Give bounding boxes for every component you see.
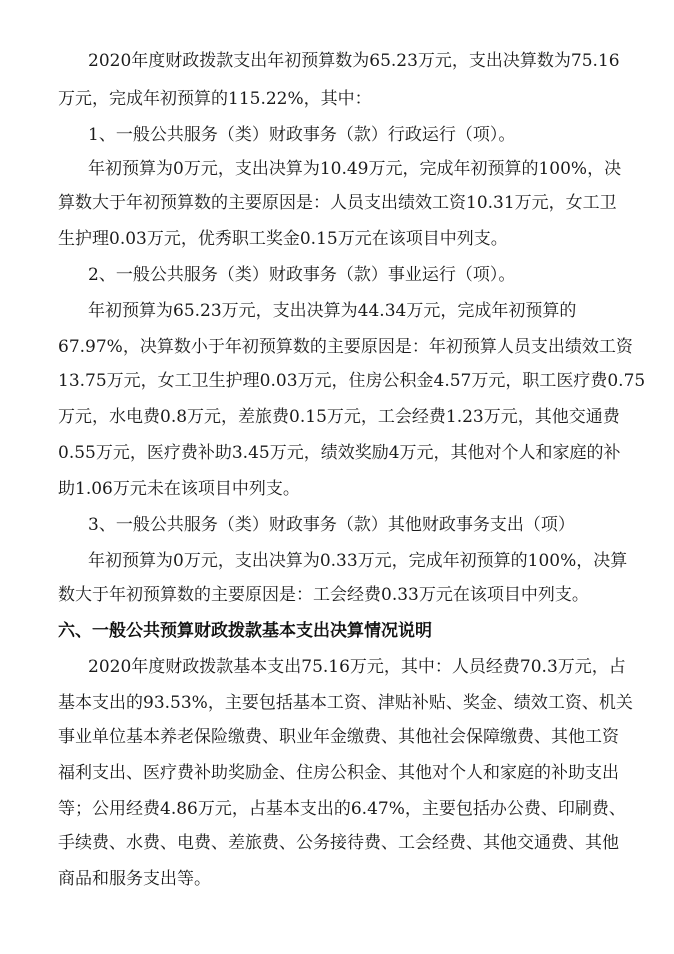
paragraph-line: 万元，完成年初预算的115.22%，其中： xyxy=(58,89,372,109)
paragraph-line: 0.55万元，医疗费补助3.45万元，绩效奖励4万元，其他对个人和家庭的补 xyxy=(58,443,621,463)
item-3-title: 3、一般公共服务（类）财政事务（款）其他财政事务支出（项） xyxy=(88,515,575,535)
paragraph-line: 算数大于年初预算数的主要原因是：人员支出绩效工资10.31万元，女工卫 xyxy=(58,193,617,213)
paragraph-line: 年初预算为65.23万元，支出决算为44.34万元，完成年初预算的 xyxy=(88,301,577,321)
paragraph-line: 13.75万元，女工卫生护理0.03万元，住房公积金4.57万元，职工医疗费0.75 xyxy=(58,371,646,391)
paragraph-line: 2020年度财政拨款基本支出75.16万元，其中：人员经费70.3万元，占 xyxy=(88,657,626,677)
paragraph-line: 商品和服务支出等。 xyxy=(58,869,211,889)
paragraph-line: 67.97%，决算数小于年初预算数的主要原因是：年初预算人员支出绩效工资 xyxy=(58,337,633,357)
paragraph-line: 2020年度财政拨款支出年初预算数为65.23万元，支出决算数为75.16 xyxy=(88,51,620,71)
paragraph-line: 助1.06万元未在该项目中列支。 xyxy=(58,479,300,499)
paragraph-line: 生护理0.03万元，优秀职工奖金0.15万元在该项目中列支。 xyxy=(58,229,508,249)
paragraph-line: 福利支出、医疗费补助奖励金、住房公积金、其他对个人和家庭的补助支出 xyxy=(58,763,619,783)
paragraph-line: 万元，水电费0.8万元，差旅费0.15万元，工会经费1.23万元，其他交通费 xyxy=(58,407,620,427)
paragraph-line: 基本支出的93.53%，主要包括基本工资、津贴补贴、奖金、绩效工资、机关 xyxy=(58,693,633,713)
paragraph-line: 手续费、水费、电费、差旅费、公务接待费、工会经费、其他交通费、其他 xyxy=(58,833,619,853)
item-1-title: 1、一般公共服务（类）财政事务（款）行政运行（项）。 xyxy=(88,125,516,145)
paragraph-line: 年初预算为0万元，支出决算为0.33万元，完成年初预算的100%，决算 xyxy=(88,551,628,571)
paragraph-line: 等；公用经费4.86万元，占基本支出的6.47%，主要包括办公费、印刷费、 xyxy=(58,799,626,819)
paragraph-line: 年初预算为0万元，支出决算为10.49万元，完成年初预算的100%，决 xyxy=(88,159,622,179)
section-heading: 六、一般公共预算财政拨款基本支出决算情况说明 xyxy=(58,621,432,641)
paragraph-line: 事业单位基本养老保险缴费、职业年金缴费、其他社会保障缴费、其他工资 xyxy=(58,727,619,747)
paragraph-line: 数大于年初预算数的主要原因是：工会经费0.33万元在该项目中列支。 xyxy=(58,585,589,605)
item-2-title: 2、一般公共服务（类）财政事务（款）事业运行（项）。 xyxy=(88,265,516,285)
